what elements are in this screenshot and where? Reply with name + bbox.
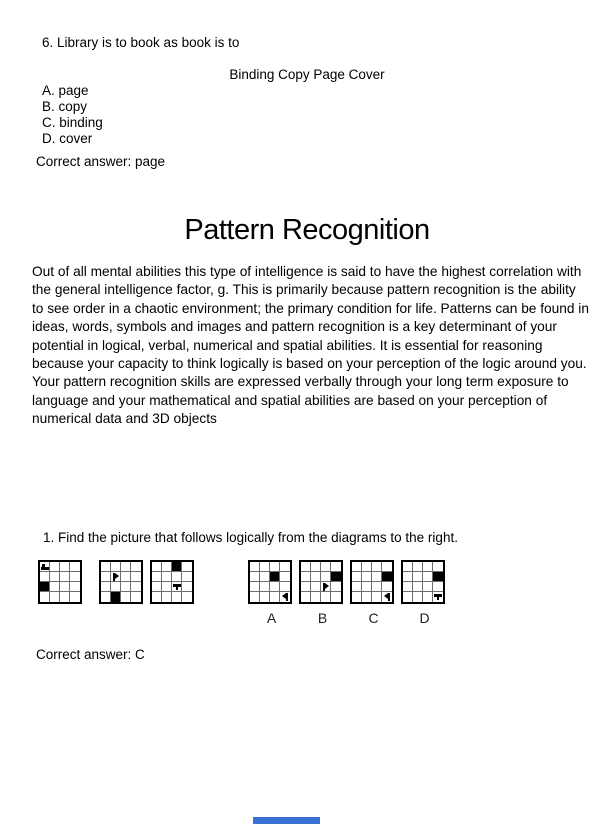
grid-cell (321, 582, 331, 592)
grid-cell (152, 592, 162, 602)
grid-cell (40, 562, 50, 572)
grid-cell (423, 562, 433, 572)
grid-cell (352, 592, 362, 602)
grid-cell (172, 592, 182, 602)
grid-cell (152, 562, 162, 572)
grid-cell (331, 582, 341, 592)
grid-cell (301, 562, 311, 572)
grid-cell (382, 592, 392, 602)
grid-cell (321, 572, 331, 582)
grid-cell (413, 592, 423, 602)
sequence-grid-2 (99, 560, 143, 604)
grid-cell (182, 582, 192, 592)
grid-cell (250, 592, 260, 602)
grid-cell (372, 582, 382, 592)
grid-cell (260, 572, 270, 582)
flag-left-glyph-icon (383, 593, 391, 601)
grid-cell (70, 572, 80, 582)
grid-cell (162, 562, 172, 572)
question-6-word-bank: Binding Copy Page Cover (229, 67, 385, 82)
grid-cell (433, 592, 443, 602)
question-6-options (42, 83, 103, 147)
tee-glyph-icon (434, 593, 442, 601)
grid-cell (311, 562, 321, 572)
grid-cell (131, 562, 141, 572)
grid-cell (172, 582, 182, 592)
grid-cell (311, 572, 321, 582)
grid-cell (50, 582, 60, 592)
grid-cell (362, 572, 372, 582)
grid-cell (121, 592, 131, 602)
grid-cell (260, 582, 270, 592)
grid-cell (362, 592, 372, 602)
grid-cell (70, 582, 80, 592)
grid-cell (50, 592, 60, 602)
grid-cell (331, 592, 341, 602)
grid-cell (311, 582, 321, 592)
grid-cell (270, 592, 280, 602)
question-6-option-a: A. page (42, 83, 89, 98)
grid-cell (331, 572, 341, 582)
grid-cell (111, 572, 121, 582)
answer-grid-c (350, 560, 394, 604)
grid-cell (280, 562, 290, 572)
grid-cell (250, 562, 260, 572)
grid-cell (372, 572, 382, 582)
grid-cell (362, 582, 372, 592)
grid-cell (121, 572, 131, 582)
grid-cell (111, 592, 121, 602)
grid-cell (413, 582, 423, 592)
sequence-grid-3 (150, 560, 194, 604)
question-6-option-b: B. copy (42, 99, 88, 114)
question-6-option-d: D. cover (42, 131, 93, 146)
flag-right-glyph-icon (322, 583, 330, 591)
grid-cell (362, 562, 372, 572)
grid-cell (172, 562, 182, 572)
grid-cell (101, 572, 111, 582)
grid-cell (382, 582, 392, 592)
answer-label-b: B (317, 610, 328, 626)
grid-cell (182, 572, 192, 582)
question-1-prompt: 1. Find the picture that follows logically from the diagrams to the right. (43, 530, 458, 545)
grid-cell (260, 592, 270, 602)
answer-grid-a (248, 560, 292, 604)
grid-cell (60, 572, 70, 582)
step-glyph-icon (41, 563, 49, 571)
answer-label-d: D (419, 610, 430, 626)
grid-cell (152, 572, 162, 582)
grid-cell (162, 592, 172, 602)
flag-right-glyph-icon (112, 573, 120, 581)
grid-cell (101, 562, 111, 572)
question-6-option-c: C. binding (42, 115, 103, 130)
answer-grid-d (401, 560, 445, 604)
grid-cell (152, 582, 162, 592)
grid-cell (413, 562, 423, 572)
grid-cell (321, 592, 331, 602)
grid-cell (352, 582, 362, 592)
grid-cell (40, 582, 50, 592)
sequence-grid-1 (38, 560, 82, 604)
grid-cell (182, 562, 192, 572)
grid-cell (270, 582, 280, 592)
grid-cell (433, 562, 443, 572)
grid-cell (50, 572, 60, 582)
grid-cell (60, 582, 70, 592)
grid-cell (101, 582, 111, 592)
grid-cell (40, 592, 50, 602)
grid-cell (280, 582, 290, 592)
grid-cell (111, 562, 121, 572)
grid-cell (182, 592, 192, 602)
grid-cell (162, 582, 172, 592)
grid-cell (131, 582, 141, 592)
grid-cell (352, 562, 362, 572)
question-6-prompt: 6. Library is to book as book is to (42, 35, 240, 50)
grid-cell (270, 562, 280, 572)
grid-cell (301, 592, 311, 602)
grid-cell (131, 592, 141, 602)
grid-cell (70, 562, 80, 572)
grid-cell (403, 592, 413, 602)
grid-cell (60, 592, 70, 602)
grid-cell (50, 562, 60, 572)
next-page-blue-fragment (253, 817, 320, 824)
answer-label-c: C (368, 610, 379, 626)
grid-cell (250, 572, 260, 582)
grid-cell (352, 572, 362, 582)
grid-cell (301, 572, 311, 582)
grid-cell (121, 582, 131, 592)
grid-cell (382, 562, 392, 572)
grid-cell (311, 592, 321, 602)
grid-cell (372, 562, 382, 572)
grid-cell (172, 572, 182, 582)
section-title: Pattern Recognition (184, 214, 430, 246)
grid-cell (301, 582, 311, 592)
grid-cell (260, 562, 270, 572)
grid-cell (70, 592, 80, 602)
grid-cell (372, 592, 382, 602)
grid-cell (280, 572, 290, 582)
grid-cell (413, 572, 423, 582)
grid-cell (101, 592, 111, 602)
flag-left-glyph-icon (281, 593, 289, 601)
section-body-paragraph: Out of all mental abilities this type of intelligence is said to have the highest correlation with the general intelligence factor, g. This is primarily because pattern recognition is the ability to see order in a chaotic environment; the primary condition for life. Patterns can be found in ideas, words, symbols and images and pattern recognition is a key determinant of your potential in logical, verbal, numerical and spatial abilities. It is essential for reasoning because your capacity to think logically is based on your perception of the logic around you. Your pattern recognition skills are expressed verbally through your long term exposure to language and your mathematical and spatial abilities are based on your perception of numerical data and 3D objects (32, 264, 589, 427)
grid-cell (162, 572, 172, 582)
answer-grid-b (299, 560, 343, 604)
grid-cell (403, 582, 413, 592)
grid-cell (121, 562, 131, 572)
grid-cell (270, 572, 280, 582)
grid-cell (423, 592, 433, 602)
grid-cell (331, 562, 341, 572)
grid-cell (403, 572, 413, 582)
grid-cell (250, 582, 260, 592)
grid-cell (131, 572, 141, 582)
grid-cell (60, 562, 70, 572)
grid-cell (433, 572, 443, 582)
grid-cell (403, 562, 413, 572)
grid-cell (382, 572, 392, 582)
grid-cell (40, 572, 50, 582)
grid-cell (321, 562, 331, 572)
grid-cell (280, 592, 290, 602)
grid-cell (111, 582, 121, 592)
question-6-correct-answer: Correct answer: page (36, 154, 166, 169)
question-1-correct-answer: Correct answer: C (36, 647, 145, 662)
answer-label-a: A (266, 610, 277, 626)
grid-cell (423, 572, 433, 582)
grid-cell (423, 582, 433, 592)
tee-glyph-icon (173, 583, 181, 591)
grid-cell (433, 582, 443, 592)
